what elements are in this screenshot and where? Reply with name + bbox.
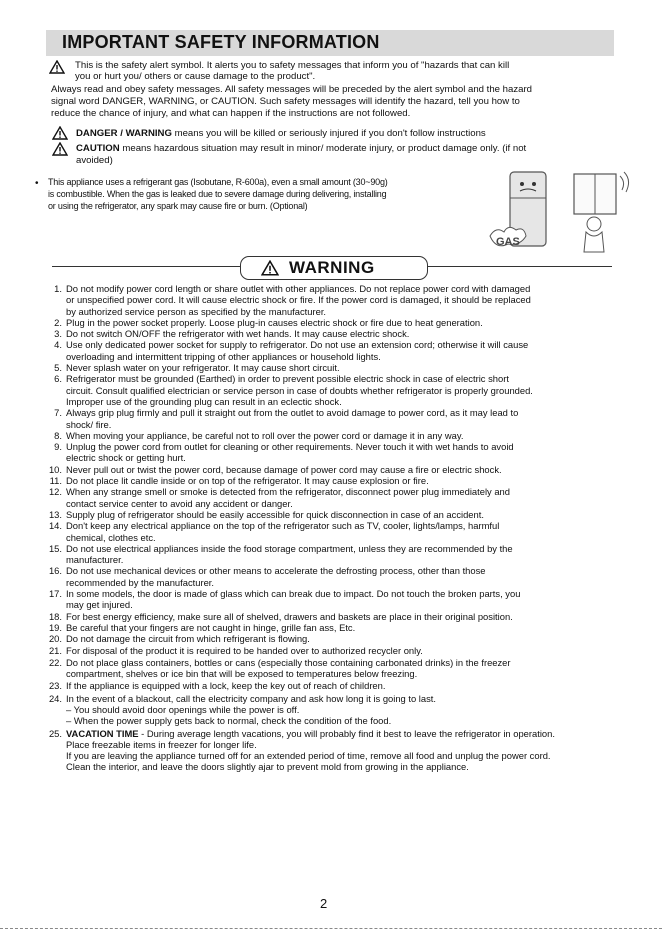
item-text: Do not place lit candle inside or on top of the refrigerator. It may cause explosion or fire. [66,475,429,487]
item-line [66,611,616,622]
warning-item [44,486,616,509]
item-number: 23. [48,680,62,692]
item-number: 10. [48,463,62,475]
item-text: If the appliance is equipped with a lock, keep the key out of reach of children. [66,680,386,692]
item-number: 6. [54,373,62,385]
item-text: Refrigerator must be grounded (Earthed) in order to prevent possible electric shock in case of electric short [66,373,509,385]
item-number: 21. [48,644,62,656]
item-text: In some models, the door is made of glass which can break due to impact. Do not touch the broken parts, you [66,588,521,600]
item-line [66,565,616,576]
item-line [66,680,616,691]
bullet-icon: • [35,178,39,189]
warning-item [44,373,616,407]
warning-item [44,633,616,644]
warning-item [44,328,616,339]
item-line [66,283,616,294]
item-number: 16. [48,565,62,577]
item-line [66,554,616,565]
caution-definition [76,143,526,155]
item-text: Do not damage the circuit from which refrigerant is flowing. [66,633,310,645]
item-line [66,577,616,588]
warning-item [44,520,616,543]
footer-rule [0,928,662,929]
item-text: Unplug the power cord from outlet for cleaning or other requirements. Never touch it with wet hands to avoid [66,441,514,453]
danger-label: DANGER / WARNING [76,128,172,139]
warning-item [44,475,616,486]
item-line [66,599,616,610]
item-number: 5. [54,362,62,374]
item-line [66,622,616,633]
item-line [66,385,616,396]
item-text: Do not switch ON/OFF the refrigerator with wet hands. It may cause electric shock. [66,328,410,340]
title-bar [46,30,614,56]
item-text: contact service center to avoid any accident or danger. [66,497,293,509]
item-line [66,317,616,328]
warning-item [44,645,616,656]
item-text: – When the power supply gets back to normal, check the condition of the food. [66,715,392,727]
item-line [66,351,616,362]
item-line [66,520,616,531]
item-number: 25. [48,727,62,739]
item-line [66,498,616,509]
item-line [66,668,616,679]
item-text: by authorized service person as specified by the manufacturer. [66,305,327,317]
item-text: may get injured. [66,599,133,611]
warning-item [44,509,616,520]
alert-triangle-icon [49,60,65,74]
item-number: 9. [54,441,62,453]
item-line [66,633,616,644]
item-text: Do not use electrical appliances inside the food storage compartment, unless they are recommended by the [66,542,513,554]
item-number: 7. [54,407,62,419]
item-line [66,373,616,384]
warning-item [44,611,616,622]
item-line [66,475,616,486]
page-title: IMPORTANT SAFETY INFORMATION [62,32,380,52]
item-number: 1. [54,283,62,294]
divider [426,266,612,267]
warning-item [44,693,616,727]
item-text: For best energy efficiency, make sure all of shelved, drawers and baskets are place in their original position. [66,610,513,622]
item-text: Clean the interior, and leave the doors slightly ajar to prevent mold from growing in the appliance. [66,761,469,773]
item-line [66,441,616,452]
item-text: For disposal of the product it is required to be handed over to authorized recycler only. [66,644,423,656]
alert-triangle-icon [261,260,279,276]
item-number: 8. [54,429,62,441]
item-line [66,728,616,739]
item-line [66,430,616,441]
warning-item [44,317,616,328]
page-number: 2 [320,896,328,911]
item-text: – You should avoid door openings while the power is off. [66,703,300,715]
item-text: Do not use mechanical devices or other means to accelerate the defrosting process, other than those [66,565,486,577]
item-number: 15. [48,542,62,554]
gas-line-3: or using the refrigerator, any spark may cause fire or burn. (Optional) [48,201,308,211]
warning-item [44,622,616,633]
item-line [66,750,616,761]
warning-item [44,407,616,430]
intro-line-1: Always read and obey safety messages. All safety messages will be preceded by the alert symbol and the hazard [51,84,533,95]
item-line [66,464,616,475]
intro-line-2: signal word DANGER, WARNING, or CAUTION. Such safety messages will identify the hazard, tell you how to [51,96,520,107]
item-number: 19. [48,621,62,633]
warning-list [44,283,616,773]
item-line [66,657,616,668]
item-text: electric shock or getting hurt. [66,452,186,464]
warning-heading: WARNING [289,258,375,277]
item-line [66,739,616,750]
item-number: 24. [48,692,62,704]
item-text: - During average length vacations, you will probably find it best to leave the refrigerator in operation. [138,727,555,739]
item-number: 13. [48,508,62,520]
caution-text-2: avoided) [76,155,113,166]
item-line [66,588,616,599]
warning-item [44,430,616,441]
warning-item [44,680,616,691]
item-text: manufacturer. [66,554,124,566]
item-text: Never splash water on your refrigerator. It may cause short circuit. [66,362,340,374]
item-text: recommended by the manufacturer. [66,576,214,588]
item-text: Be careful that your fingers are not caught in hinge, grille fan ass, Etc. [66,621,356,633]
item-number: 11. [49,475,62,487]
item-text: In the event of a blackout, call the electricity company and ask how long it is going to last. [66,692,436,704]
item-number: 20. [48,633,62,645]
item-text: When any strange smell or smoke is detected from the refrigerator, disconnect power plug immediately and [66,486,510,498]
caution-label: CAUTION [76,143,120,154]
alert-line-2: you or hurt you/ others or cause damage to the product". [75,71,316,82]
item-text: Always grip plug firmly and pull it straight out from the outlet to avoid damage to power cord, as it may lead to [66,407,519,419]
item-text: or unspecified power cord. It will cause electric shock or fire. If the power cord is damaged, it should be replaced [66,294,531,306]
item-line [66,715,616,726]
intro-line-3: reduce the chance of injury, and what can happen if the instructions are not followed. [51,108,411,119]
item-text: Never pull out or twist the power cord, because damage of power cord may cause a fire or electric shock. [66,463,502,475]
warning-item [44,565,616,588]
item-text: Place freezable items in freezer for longer life. [66,738,257,750]
gas-line-1: This appliance uses a refrigerant gas (Isobutane, R-600a), even a small amount (30~90g) [48,177,388,187]
item-line [66,509,616,520]
item-line [66,294,616,305]
item-line [66,532,616,543]
item-line [66,543,616,554]
item-line [66,328,616,339]
warning-heading-box [240,256,428,280]
item-number: 18. [48,610,62,622]
item-text: If you are leaving the appliance turned off for an extended period of time, remove all food and unplug the power cord. [66,750,551,762]
item-number: 22. [48,656,62,668]
alert-triangle-icon [52,126,68,140]
item-line [66,693,616,704]
danger-text: means you will be killed or seriously injured if you don't follow instructions [171,128,486,139]
divider [52,266,240,267]
item-text: Plug in the power socket properly. Loose plug-in causes electric shock or fire due to heat generation. [66,316,483,328]
gas-leak-illustration [482,166,632,258]
item-text: Do not place glass containers, bottles or cans (especially those containing carbonated drinks) in the freezer [66,656,511,668]
item-line [66,396,616,407]
item-text: Supply plug of refrigerator should be easily accessible for quick disconnection in case of an accident. [66,508,484,520]
item-text: overloading and intermittent tripping of other appliances or household lights. [66,350,381,362]
warning-item [44,362,616,373]
item-text: circuit. Consult qualified electrician or service person in case of doubts whether refrigerator is properly grounded. [66,384,533,396]
item-number: 14. [48,520,62,532]
item-line [66,452,616,463]
alert-triangle-icon [52,142,68,156]
item-bold-label: VACATION TIME [66,727,139,739]
item-line [66,362,616,373]
item-line [66,761,616,772]
caution-text: means hazardous situation may result in minor/ moderate injury, or product damage only. (if not [119,143,527,154]
item-line [66,704,616,715]
warning-item [44,339,616,362]
warning-item [44,543,616,566]
item-number: 3. [54,328,62,340]
warning-item [44,464,616,475]
item-number: 12. [48,486,62,498]
warning-item [44,283,616,317]
warning-item [44,441,616,464]
item-line [66,306,616,317]
item-text: Do not modify power cord length or share outlet with other appliances. Do not replace power cord with damaged [66,283,531,294]
item-line [66,645,616,656]
item-text: shock/ fire. [66,418,112,430]
item-line [66,339,616,350]
item-text: Use only dedicated power socket for supply to refrigerator. Do not use an extension cord; otherwise it will cause [66,339,529,351]
alert-line-1: This is the safety alert symbol. It alerts you to safety messages that inform you of "hazards that can kill [75,60,510,71]
gas-label: GAS [496,236,520,248]
item-number: 17. [48,588,62,600]
warning-item [44,588,616,611]
item-line [66,407,616,418]
item-line [66,486,616,497]
danger-definition [76,128,486,140]
item-text: Don't keep any electrical appliance on the top of the refrigerator such as TV, cooler, lights/lamps, harmful [66,520,500,532]
item-text: compartment, shelves or ice bin that will be exposed to temperatures below freezing. [66,668,418,680]
gas-line-2: is combustible. When the gas is leaked due to severe damage during delivering, installing [48,189,387,199]
item-text: Improper use of the grounding plug can result in an eclectic shock. [66,395,342,407]
item-number: 4. [54,339,62,351]
warning-item [44,657,616,680]
item-number: 2. [54,316,62,328]
item-line [66,419,616,430]
item-text: chemical, clothes etc. [66,531,156,543]
item-text: When moving your appliance, be careful not to roll over the power cord or damage it in any way. [66,429,464,441]
warning-item [44,728,616,773]
